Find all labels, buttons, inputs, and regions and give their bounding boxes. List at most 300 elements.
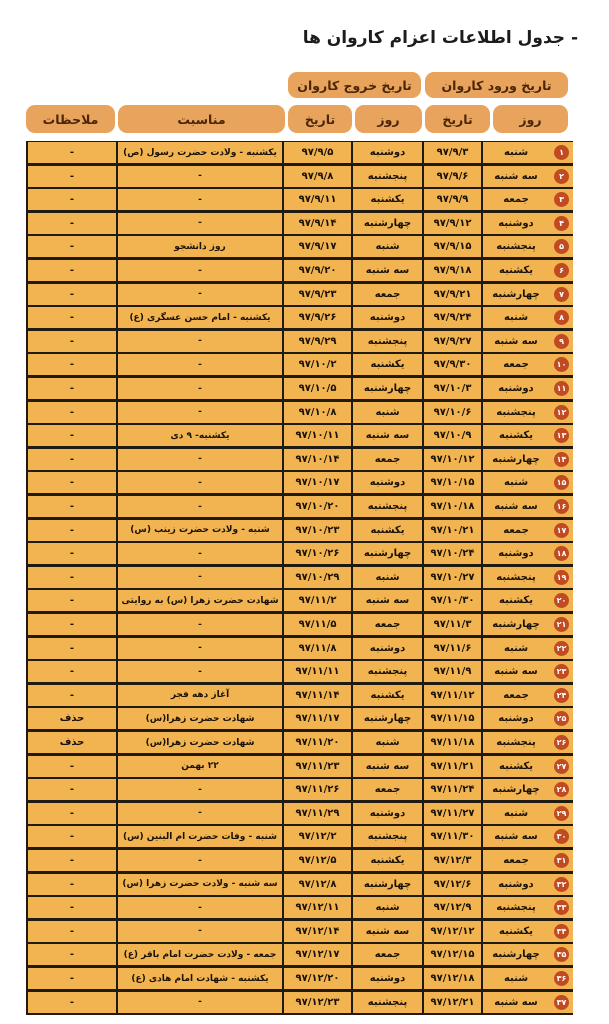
cell-exit-day: پنجشنبه (353, 661, 422, 682)
cell-date: ۹۷/۱۱/۱۵ (424, 708, 481, 729)
cell-date: ۹۷/۹/۱۵ (424, 236, 481, 257)
table-row (26, 543, 573, 564)
cell-exit-date: ۹۷/۱۲/۲۰ (284, 968, 351, 989)
cell-date: ۹۷/۱۱/۹ (424, 661, 481, 682)
cell-note: - (28, 543, 116, 564)
row-number-badge: ۱۷ (554, 523, 569, 538)
cell-exit-date: ۹۷/۱۲/۲ (284, 826, 351, 847)
cell-date: ۹۷/۱۰/۲۷ (424, 567, 481, 588)
table-row (26, 307, 573, 328)
cell-occasion: یکشنبه - ولادت حضرت رسول (ص) (118, 142, 282, 163)
cell-day (483, 968, 573, 989)
cell-day (483, 921, 573, 942)
cell-day (483, 638, 573, 659)
table-row (26, 260, 573, 281)
cell-day (483, 472, 573, 493)
table-row (26, 826, 573, 847)
cell-note: - (28, 992, 116, 1013)
cell-note: - (28, 874, 116, 895)
cell-day (483, 236, 573, 257)
row-number-badge: ۳۵ (554, 947, 569, 962)
table-row (26, 921, 573, 942)
day-label: سه شنبه (494, 170, 538, 182)
schedule-table (26, 141, 573, 1015)
row-number-badge: ۲ (554, 169, 569, 184)
cell-day (483, 567, 573, 588)
day-label: سه شنبه (494, 501, 538, 512)
row-number-badge: ۱۶ (554, 499, 569, 514)
cell-note: - (28, 496, 116, 517)
cell-note: - (28, 472, 116, 493)
cell-date: ۹۷/۱۰/۱۲ (424, 449, 481, 470)
cell-exit-day: سه شنبه (353, 260, 422, 281)
cell-exit-day: دوشنبه (353, 472, 422, 493)
cell-exit-day: جمعه (353, 449, 422, 470)
cell-occasion: - (118, 897, 282, 918)
cell-note: - (28, 284, 116, 305)
page-title: - جدول اطلاعات اعزام کاروان ها (302, 28, 578, 48)
cell-occasion: - (118, 803, 282, 824)
table-row (26, 661, 573, 682)
row-number-badge: ۹ (554, 334, 569, 349)
table-row (26, 968, 573, 989)
row-number-badge: ۲۸ (554, 782, 569, 797)
cell-note: - (28, 779, 116, 800)
row-number-badge: ۳ (554, 192, 569, 207)
table-row (26, 402, 573, 423)
cell-occasion: - (118, 213, 282, 234)
table-row (26, 354, 573, 375)
table-row (26, 213, 573, 234)
cell-day (483, 449, 573, 470)
day-label: پنجشنبه (496, 571, 536, 583)
cell-date: ۹۷/۱۱/۲۴ (424, 779, 481, 800)
cell-exit-date: ۹۷/۱۰/۲۶ (284, 543, 351, 564)
cell-note: - (28, 685, 116, 706)
day-label: چهارشنبه (492, 619, 540, 630)
cell-date: ۹۷/۱۲/۱۵ (424, 944, 481, 965)
day-label: جمعه (503, 359, 529, 371)
day-label: جمعه (503, 855, 529, 866)
cell-occasion: - (118, 166, 282, 187)
cell-occasion: - (118, 378, 282, 399)
day-label: دوشنبه (498, 383, 534, 394)
cell-note: حذف (28, 732, 116, 753)
cell-date: ۹۷/۹/۲۱ (424, 284, 481, 305)
cell-note: - (28, 520, 116, 541)
cell-date: ۹۷/۹/۳ (424, 142, 481, 163)
cell-date: ۹۷/۱۰/۹ (424, 425, 481, 446)
cell-exit-day: شنبه (353, 236, 422, 257)
table-row (26, 284, 573, 305)
cell-date: ۹۷/۱۱/۲۱ (424, 756, 481, 777)
row-number-badge: ۱۳ (554, 428, 569, 443)
cell-occasion: - (118, 284, 282, 305)
cell-note: - (28, 378, 116, 399)
cell-day (483, 874, 573, 895)
cell-day (483, 331, 573, 352)
cell-day (483, 166, 573, 187)
cell-occasion: - (118, 472, 282, 493)
cell-occasion: - (118, 260, 282, 281)
row-number-badge: ۱۰ (554, 357, 569, 372)
cell-note: - (28, 756, 116, 777)
cell-exit-day: پنجشنبه (353, 166, 422, 187)
cell-occasion: - (118, 189, 282, 210)
day-label: پنجشنبه (496, 902, 536, 914)
cell-date: ۹۷/۱۱/۳ (424, 614, 481, 635)
day-label: سه شنبه (494, 831, 538, 843)
col-header-day: روز (493, 105, 568, 133)
cell-exit-date: ۹۷/۱۲/۱۱ (284, 897, 351, 918)
row-number-badge: ۱۹ (554, 570, 569, 585)
table-row (26, 236, 573, 257)
cell-note: - (28, 921, 116, 942)
row-number-badge: ۲۹ (554, 806, 569, 821)
cell-occasion: - (118, 779, 282, 800)
cell-day (483, 496, 573, 517)
cell-exit-date: ۹۷/۱۲/۱۴ (284, 921, 351, 942)
cell-occasion: یکشنبه - شهادت امام هادی (ع) (118, 968, 282, 989)
cell-exit-date: ۹۷/۹/۲۳ (284, 284, 351, 305)
cell-note: - (28, 260, 116, 281)
cell-occasion: شهادت حضرت زهرا(س) (118, 708, 282, 729)
cell-day (483, 543, 573, 564)
table-row (26, 378, 573, 399)
day-label: دوشنبه (498, 217, 534, 229)
row-number-badge: ۱۲ (554, 405, 569, 420)
row-number-badge: ۵ (554, 239, 569, 254)
row-number-badge: ۳۶ (554, 971, 569, 986)
row-number-badge: ۱۱ (554, 381, 569, 396)
day-label: جمعه (503, 689, 529, 701)
row-number-badge: ۱۸ (554, 546, 569, 561)
cell-note: - (28, 213, 116, 234)
cell-date: ۹۷/۹/۹ (424, 189, 481, 210)
table-row (26, 520, 573, 541)
cell-occasion: آغاز دهه فجر (118, 685, 282, 706)
arrival-group-header: تاریخ ورود کاروان (425, 72, 568, 98)
row-number-badge: ۳۷ (554, 995, 569, 1010)
cell-exit-date: ۹۷/۱۰/۱۱ (284, 425, 351, 446)
cell-exit-day: دوشنبه (353, 803, 422, 824)
table-row (26, 708, 573, 729)
cell-date: ۹۷/۱۰/۱۵ (424, 472, 481, 493)
cell-exit-day: چهارشنبه (353, 378, 422, 399)
cell-exit-day: چهارشنبه (353, 874, 422, 895)
table-row (26, 189, 573, 210)
cell-exit-date: ۹۷/۱۱/۲۶ (284, 779, 351, 800)
departure-group-header: تاریخ خروج کاروان (288, 72, 421, 98)
cell-date: ۹۷/۱۱/۳۰ (424, 826, 481, 847)
cell-exit-day: شنبه (353, 567, 422, 588)
cell-day (483, 402, 573, 423)
cell-exit-day: جمعه (353, 614, 422, 635)
cell-date: ۹۷/۱۱/۱۲ (424, 685, 481, 706)
table-row (26, 756, 573, 777)
row-number-badge: ۳۰ (554, 829, 569, 844)
cell-day (483, 307, 573, 328)
cell-note: - (28, 425, 116, 446)
table-row (26, 944, 573, 965)
cell-exit-date: ۹۷/۱۱/۱۴ (284, 685, 351, 706)
col-header-occasion: مناسبت (118, 105, 285, 133)
cell-note: - (28, 567, 116, 588)
day-label: شنبه (503, 147, 529, 158)
cell-note: - (28, 661, 116, 682)
day-label: سه شنبه (494, 335, 538, 347)
cell-exit-day: سه شنبه (353, 425, 422, 446)
cell-day (483, 354, 573, 375)
cell-note: - (28, 803, 116, 824)
cell-day (483, 284, 573, 305)
cell-occasion: شهادت حضرت زهرا(س) (118, 732, 282, 753)
cell-exit-day: یکشنبه (353, 850, 422, 871)
table-row (26, 331, 573, 352)
cell-exit-date: ۹۷/۱۱/۲ (284, 590, 351, 611)
cell-date: ۹۷/۱۰/۱۸ (424, 496, 481, 517)
cell-exit-date: ۹۷/۱۲/۵ (284, 850, 351, 871)
cell-day (483, 803, 573, 824)
table-row (26, 567, 573, 588)
col-header-exit-day: روز (355, 105, 422, 133)
row-number-badge: ۳۲ (554, 877, 569, 892)
cell-day (483, 590, 573, 611)
cell-date: ۹۷/۱۱/۱۸ (424, 732, 481, 753)
cell-occasion: - (118, 496, 282, 517)
cell-exit-date: ۹۷/۱۰/۲۳ (284, 520, 351, 541)
row-number-badge: ۲۷ (554, 759, 569, 774)
day-label: یکشنبه (499, 430, 533, 442)
table-row (26, 590, 573, 611)
cell-exit-date: ۹۷/۱۱/۲۹ (284, 803, 351, 824)
cell-day (483, 897, 573, 918)
row-number-badge: ۲۰ (554, 593, 569, 608)
cell-date: ۹۷/۹/۱۲ (424, 213, 481, 234)
row-number-badge: ۸ (554, 310, 569, 325)
day-label: چهارشنبه (492, 784, 540, 796)
cell-occasion: - (118, 402, 282, 423)
cell-note: - (28, 307, 116, 328)
cell-exit-day: چهارشنبه (353, 543, 422, 564)
cell-note: - (28, 354, 116, 375)
cell-occasion: شنبه - وفات حضرت ام البنین (س) (118, 826, 282, 847)
cell-day (483, 213, 573, 234)
table-row (26, 732, 573, 753)
day-label: یکشنبه (499, 925, 533, 937)
cell-occasion: - (118, 354, 282, 375)
cell-occasion: - (118, 850, 282, 871)
table-row (26, 850, 573, 871)
cell-note: - (28, 826, 116, 847)
cell-day (483, 779, 573, 800)
table-row (26, 142, 573, 163)
cell-exit-day: یکشنبه (353, 520, 422, 541)
cell-date: ۹۷/۹/۲۴ (424, 307, 481, 328)
cell-exit-date: ۹۷/۹/۲۹ (284, 331, 351, 352)
cell-exit-date: ۹۷/۹/۵ (284, 142, 351, 163)
cell-note: - (28, 944, 116, 965)
row-number-badge: ۲۴ (554, 688, 569, 703)
cell-exit-day: چهارشنبه (353, 213, 422, 234)
day-label: شنبه (503, 477, 529, 489)
table-row (26, 779, 573, 800)
day-label: یکشنبه (499, 760, 533, 772)
table-row (26, 897, 573, 918)
cell-exit-date: ۹۷/۱۰/۲۰ (284, 496, 351, 517)
cell-occasion: - (118, 331, 282, 352)
cell-exit-date: ۹۷/۹/۱۱ (284, 189, 351, 210)
cell-exit-date: ۹۷/۱۲/۲۳ (284, 992, 351, 1013)
cell-date: ۹۷/۱۱/۲۷ (424, 803, 481, 824)
cell-exit-date: ۹۷/۱۱/۱۷ (284, 708, 351, 729)
cell-date: ۹۷/۹/۳۰ (424, 354, 481, 375)
cell-note: - (28, 189, 116, 210)
col-header-notes: ملاحظات (26, 105, 115, 133)
cell-note: - (28, 166, 116, 187)
cell-exit-day: دوشنبه (353, 142, 422, 163)
day-label: شنبه (503, 642, 529, 654)
row-number-badge: ۶ (554, 263, 569, 278)
cell-date: ۹۷/۱۲/۱۸ (424, 968, 481, 989)
cell-exit-date: ۹۷/۱۱/۱۱ (284, 661, 351, 682)
cell-occasion: روز دانشجو (118, 236, 282, 257)
cell-day (483, 850, 573, 871)
cell-day (483, 425, 573, 446)
cell-exit-date: ۹۷/۹/۱۷ (284, 236, 351, 257)
day-label: جمعه (503, 524, 529, 536)
day-label: یکشنبه (499, 265, 533, 276)
row-number-badge: ۷ (554, 287, 569, 302)
cell-note: - (28, 402, 116, 423)
cell-date: ۹۷/۱۰/۳ (424, 378, 481, 399)
cell-date: ۹۷/۱۲/۶ (424, 874, 481, 895)
cell-exit-day: سه شنبه (353, 590, 422, 611)
row-number-badge: ۱۵ (554, 475, 569, 490)
cell-exit-date: ۹۷/۱۱/۵ (284, 614, 351, 635)
row-number-badge: ۲۲ (554, 641, 569, 656)
cell-exit-day: پنجشنبه (353, 496, 422, 517)
cell-date: ۹۷/۱۰/۲۴ (424, 543, 481, 564)
day-label: دوشنبه (498, 713, 534, 725)
cell-day (483, 826, 573, 847)
day-label: پنجشنبه (496, 406, 536, 418)
cell-occasion: - (118, 638, 282, 659)
day-label: چهارشنبه (492, 288, 540, 300)
cell-date: ۹۷/۱۱/۶ (424, 638, 481, 659)
cell-date: ۹۷/۹/۱۸ (424, 260, 481, 281)
cell-occasion: شهادت حضرت زهرا (س) به روایتی (118, 590, 282, 611)
cell-exit-date: ۹۷/۱۰/۱۴ (284, 449, 351, 470)
cell-occasion: شنبه - ولادت حضرت زینب (س) (118, 520, 282, 541)
cell-exit-day: یکشنبه (353, 189, 422, 210)
cell-occasion: یکشنبه - امام حسن عسگری (ع) (118, 307, 282, 328)
cell-exit-date: ۹۷/۹/۲۰ (284, 260, 351, 281)
row-number-badge: ۳۴ (554, 924, 569, 939)
cell-exit-date: ۹۷/۱۲/۸ (284, 874, 351, 895)
cell-exit-date: ۹۷/۱۱/۲۰ (284, 732, 351, 753)
row-number-badge: ۱ (554, 145, 569, 160)
cell-note: - (28, 968, 116, 989)
table-row (26, 803, 573, 824)
table-row (26, 496, 573, 517)
cell-day (483, 260, 573, 281)
row-number-badge: ۲۶ (554, 735, 569, 750)
table-row (26, 685, 573, 706)
table-row (26, 449, 573, 470)
day-label: دوشنبه (498, 878, 534, 890)
cell-date: ۹۷/۹/۲۷ (424, 331, 481, 352)
cell-exit-day: پنجشنبه (353, 992, 422, 1013)
row-number-badge: ۲۱ (554, 617, 569, 632)
cell-exit-day: شنبه (353, 402, 422, 423)
col-header-exit-date: تاریخ (288, 105, 352, 133)
cell-exit-day: شنبه (353, 897, 422, 918)
cell-date: ۹۷/۹/۶ (424, 166, 481, 187)
cell-day (483, 520, 573, 541)
cell-day (483, 708, 573, 729)
cell-day (483, 661, 573, 682)
cell-date: ۹۷/۱۰/۳۰ (424, 590, 481, 611)
cell-occasion: ۲۲ بهمن (118, 756, 282, 777)
cell-exit-date: ۹۷/۱۲/۱۷ (284, 944, 351, 965)
cell-exit-date: ۹۷/۱۰/۵ (284, 378, 351, 399)
cell-exit-day: پنجشنبه (353, 826, 422, 847)
cell-occasion: - (118, 543, 282, 564)
cell-day (483, 614, 573, 635)
table-row (26, 874, 573, 895)
cell-exit-date: ۹۷/۱۰/۸ (284, 402, 351, 423)
table-row (26, 425, 573, 446)
day-label: سه شنبه (494, 666, 538, 678)
cell-exit-day: سه شنبه (353, 921, 422, 942)
day-label: پنجشنبه (496, 241, 536, 253)
day-label: شنبه (503, 312, 529, 324)
cell-exit-day: شنبه (353, 732, 422, 753)
cell-day (483, 142, 573, 163)
cell-exit-day: جمعه (353, 779, 422, 800)
cell-note: - (28, 449, 116, 470)
cell-exit-date: ۹۷/۹/۸ (284, 166, 351, 187)
row-number-badge: ۲۵ (554, 711, 569, 726)
cell-note: - (28, 850, 116, 871)
table-row (26, 638, 573, 659)
day-label: یکشنبه (499, 595, 533, 607)
cell-date: ۹۷/۱۰/۲۱ (424, 520, 481, 541)
cell-exit-date: ۹۷/۹/۱۴ (284, 213, 351, 234)
day-label: شنبه (503, 973, 529, 984)
cell-exit-day: دوشنبه (353, 968, 422, 989)
cell-exit-date: ۹۷/۱۰/۲۹ (284, 567, 351, 588)
cell-occasion: جمعه - ولادت حضرت امام باقر (ع) (118, 944, 282, 965)
day-label: دوشنبه (498, 548, 534, 560)
cell-note: - (28, 897, 116, 918)
row-number-badge: ۳۱ (554, 853, 569, 868)
cell-day (483, 944, 573, 965)
col-header-date: تاریخ (425, 105, 490, 133)
cell-exit-day: پنجشنبه (353, 331, 422, 352)
cell-note: - (28, 638, 116, 659)
cell-day (483, 756, 573, 777)
cell-note: - (28, 236, 116, 257)
table-row (26, 614, 573, 635)
cell-date: ۹۷/۱۲/۱۲ (424, 921, 481, 942)
cell-exit-date: ۹۷/۱۰/۲ (284, 354, 351, 375)
day-label: شنبه (503, 807, 529, 819)
cell-day (483, 992, 573, 1013)
cell-date: ۹۷/۱۰/۶ (424, 402, 481, 423)
cell-date: ۹۷/۱۲/۲۱ (424, 992, 481, 1013)
